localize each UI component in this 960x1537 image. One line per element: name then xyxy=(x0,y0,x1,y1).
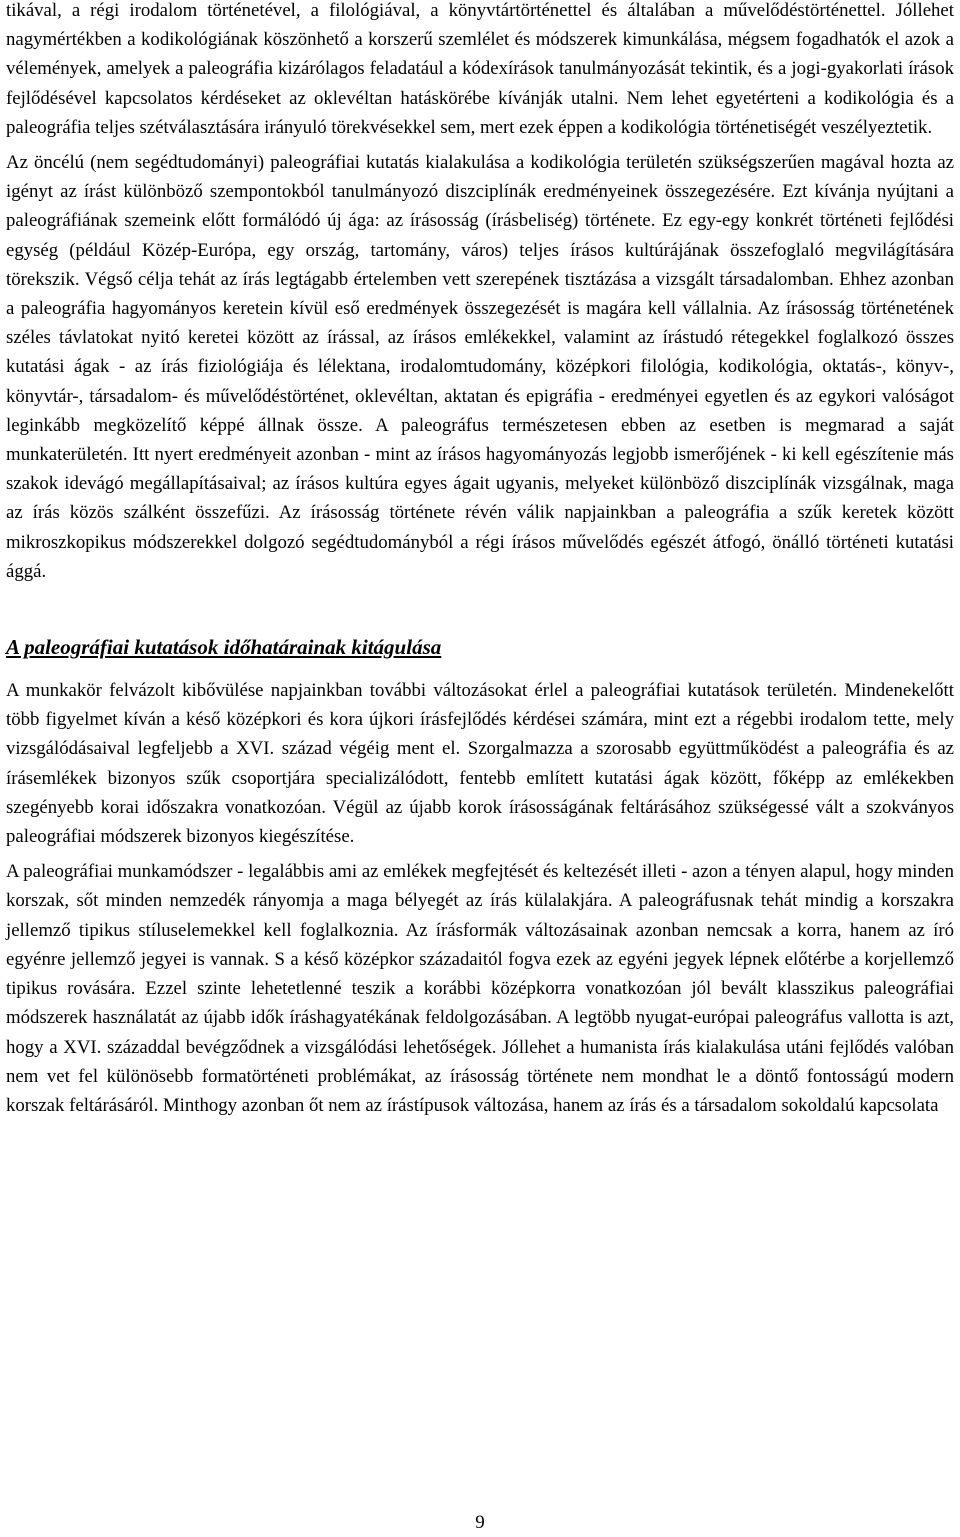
body-paragraph-4: A paleográfiai munkamódszer - legalábbis ami az emlékek megfejtését és keltezését illeti - azon a tényen alapul, hogy minden korszak, sőt minden nemzedék rányomja a maga bélyegét az írás külalakjára. A paleográfusnak tehát mindig a korszakra jellemző tipikus stíluselemekkel kell foglalkoznia. Az írásformák változásainak azonban nemcsak a korra, hanem az író egyénre jellemző jegyei is vannak. S a késő középkor századaitól fogva ezek az egyéni jegyek lépnek előtérbe a korjellemző tipikus rovására. Ezzel szinte lehetetlenné teszik a korábbi középkorra vonatkozóan jól bevált klasszikus paleográfiai módszerek használatát az újabb idők íráshagyatékának feldolgozásában. A legtöbb nyugat-európai paleográfus vallotta is azt, hogy a XVI. századdal bevégződnek a vizsgálódási lehetőségek. Jóllehet a humanista írás kialakulása utáni fejlődés valóban nem vet fel különösebb formatörténeti problémákat, az írásosság története nem mondhat le a döntő fontosságú modern korszak feltárásáról. Minthogy azonban őt nem az írástípusok változása, hanem az írás és a társadalom sokoldalú kapcsolata xyxy=(6,861,954,1116)
page-number: 9 xyxy=(475,1512,485,1533)
body-paragraph-3: A munkakör felvázolt kibővülése napjainkban további változásokat érlel a paleográfiai kutatások területén. Mindenekelőtt több figyelmet kíván a késő középkori és kora újkori írásfejlődés kérdései számára, mint ezt a régebbi irodalom tette, mely vizsgálódásaival legfeljebb a XVI. század végéig ment el. Szorgalmazza a szorosabb együttműködést a paleográfia és az írásemlékek bizonyos szűk csoportjára specializálódott, fentebb említett kutatási ágak között, főképp az emlékekben szegényebb korai időszakra vonatkozóan. Végül az újabb korok írásosságának feltárásához szükségessé vált a szokványos paleográfiai módszerek bizonyos kiegészítése. xyxy=(6,680,954,848)
body-paragraph-2: Az öncélú (nem segédtudományi) paleográfiai kutatás kialakulása a kodikológia területén szükségszerűen magával hozta az igényt az írást különböző szempontokból tanulmányozó diszciplínák eredményeinek összegezésére. Ezt kívánja nyújtani a paleográfiának szemeink előtt formálódó új ága: az írásosság (írásbeliség) története. Ez egy-egy konkrét történeti fejlődési egység (például Közép-Európa, egy ország, tartomány, város) teljes írásos kultúrájának összefoglaló megvilágítására törekszik. Végső célja tehát az írás legtágabb értelemben vett szerepének tisztázása a vizsgált társadalomban. Ehhez azonban a paleográfia hagyományos keretein kívül eső eredmények összegezését is magára kell vállalnia. Az írásosság történetének széles távlatokat nyitó keretei között az írással, az írásos emlékekkel, valamint az írástudó rétegekkel foglalkozó összes kutatási ágak - az írás fiziológiája és lélektana, irodalomtudomány, középkori filológia, kodikológia, oktatás-, könyv-, könyvtár-, társadalom- és művelődéstörténet, oklevéltan, aktatan és epigráfia - eredményei egyetlen és az egykori valóságot leginkább megközelítő képpé állnak össze. A paleográfus természetesen ebben az esetben is megmarad a saját munkaterületén. Itt nyert eredményeit azonban - mint az írásos hagyományozás legjobb ismerőjének - ki kell egészítenie más szakok idevágó megállapításaival; az írásos kultúra egyes ágait ugyanis, melyeket különböző diszciplínák vizsgálnak, maga az írás közös szálként összefűzi. Az írásosság története révén válik napjainkban a paleográfia a szűk keretek között mikroszkopikus módszerekkel dolgozó segédtudományból a régi írásos művelődés egészét átfogó, önálló történeti kutatási ággá. xyxy=(6,152,954,582)
section-heading: A paleográfiai kutatások időhatárainak kitágulása xyxy=(6,635,442,660)
document-page xyxy=(6,0,954,1120)
body-paragraph-1: tikával, a régi irodalom történetével, a filológiával, a könyvtártörténettel és általában a művelődéstörténettel. Jóllehet nagymértékben a kodikológiának köszönhető a korszerű szemlélet és módszerek kimunkálása, mégsem fogadhatók el azok a vélemények, amelyek a paleográfia kizárólagos feladatául a kódexírások tanulmányozását tekintik, és a jogi-gyakorlati írások fejlődésével kapcsolatos kérdéseket az oklevéltan hatáskörébe kívánják utalni. Nem lehet egyetérteni a kodikológia és a paleográfia teljes szétválasztására irányuló törekvésekkel sem, mert ezek éppen a kodikológia történetiségét veszélyeztetik. xyxy=(6,0,954,138)
